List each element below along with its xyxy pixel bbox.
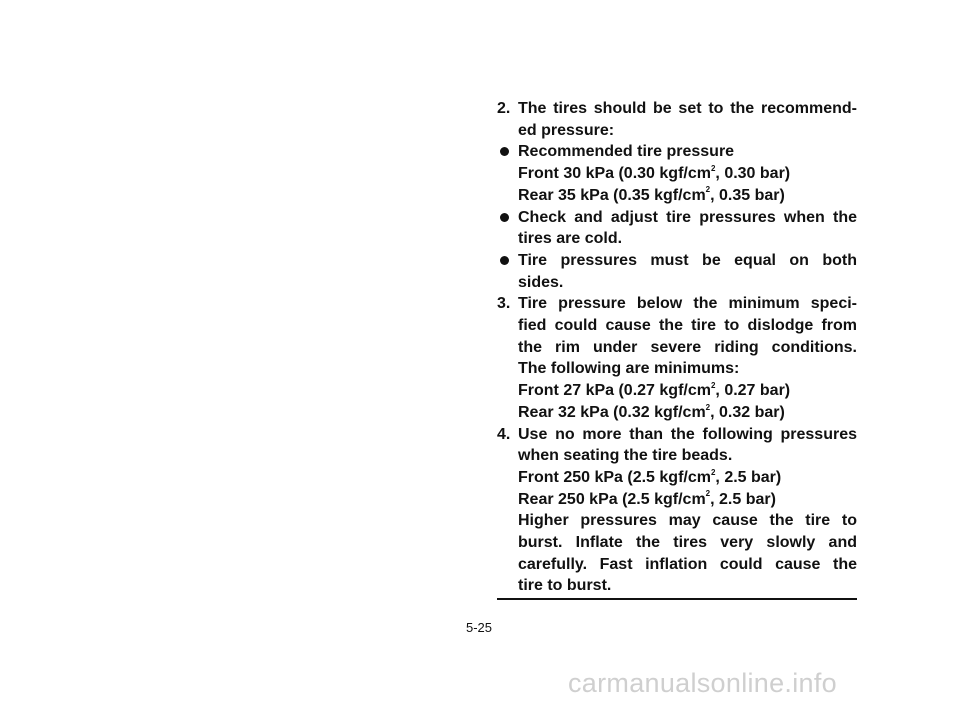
step-number: 2. [497, 100, 511, 117]
text-line: tire to burst. [518, 577, 612, 595]
step-4 [497, 424, 857, 598]
spec-rear: Rear 35 kPa (0.35 kgf/$cm^2$, 0.35 bar) [518, 185, 785, 204]
text-line: Tire pressure below the minimum speci- [518, 295, 857, 313]
text-line: The tires should be set to the recommend- [518, 100, 857, 117]
spec-front: Front 250 kPa (2.5 kgf/$cm^2$, 2.5 bar) [518, 467, 782, 486]
manual-text-column [497, 98, 857, 597]
text-line: fied could cause the tire to dislodge from [518, 317, 857, 335]
bullet-check-cold [497, 207, 857, 250]
text-line: the rim under severe riding conditions. [518, 338, 857, 356]
bullet-icon [500, 213, 509, 222]
text-line: burst. Inflate the tires very slowly and [518, 534, 857, 552]
text-line: Higher pressures may cause the tire to [518, 512, 857, 530]
text-line: carefully. Fast inflation could cause the [518, 555, 857, 573]
step-3 [497, 293, 857, 423]
page-number: 5-25 [466, 620, 493, 635]
text-line: ed pressure: [518, 121, 615, 139]
spec-rear: Rear 32 kPa (0.32 kgf/$cm^2$, 0.32 bar) [518, 402, 785, 421]
section-divider [497, 598, 857, 600]
text-line: Check and adjust tire pressures when the [518, 208, 857, 226]
watermark: carmanualsonline.info [568, 668, 837, 698]
text-line: Use no more than the following pressures [518, 425, 857, 443]
text-line: when seating the tire beads. [518, 447, 733, 465]
step-number: 3. [497, 295, 511, 313]
text-line: tires are cold. [518, 230, 623, 248]
spec-rear: Rear 250 kPa (2.5 kgf/$cm^2$, 2.5 bar) [518, 489, 776, 508]
step-2 [497, 98, 857, 141]
bullet-icon [500, 147, 509, 156]
step-number: 4. [497, 425, 511, 443]
text-line: sides. [518, 273, 564, 291]
bullet-icon [500, 256, 509, 265]
bullet-recommended-pressure [497, 141, 857, 206]
spec-front: Front 27 kPa (0.27 kgf/$cm^2$, 0.27 bar) [518, 380, 791, 400]
bullet-equal-pressure [497, 250, 857, 293]
spec-front: Front 30 kPa (0.30 kgf/$cm^2$, 0.30 bar) [518, 163, 791, 183]
text-line: Tire pressures must be equal on both [518, 251, 857, 269]
text-line: The following are minimums: [518, 360, 740, 378]
text-line: Recommended tire pressure [518, 143, 735, 161]
